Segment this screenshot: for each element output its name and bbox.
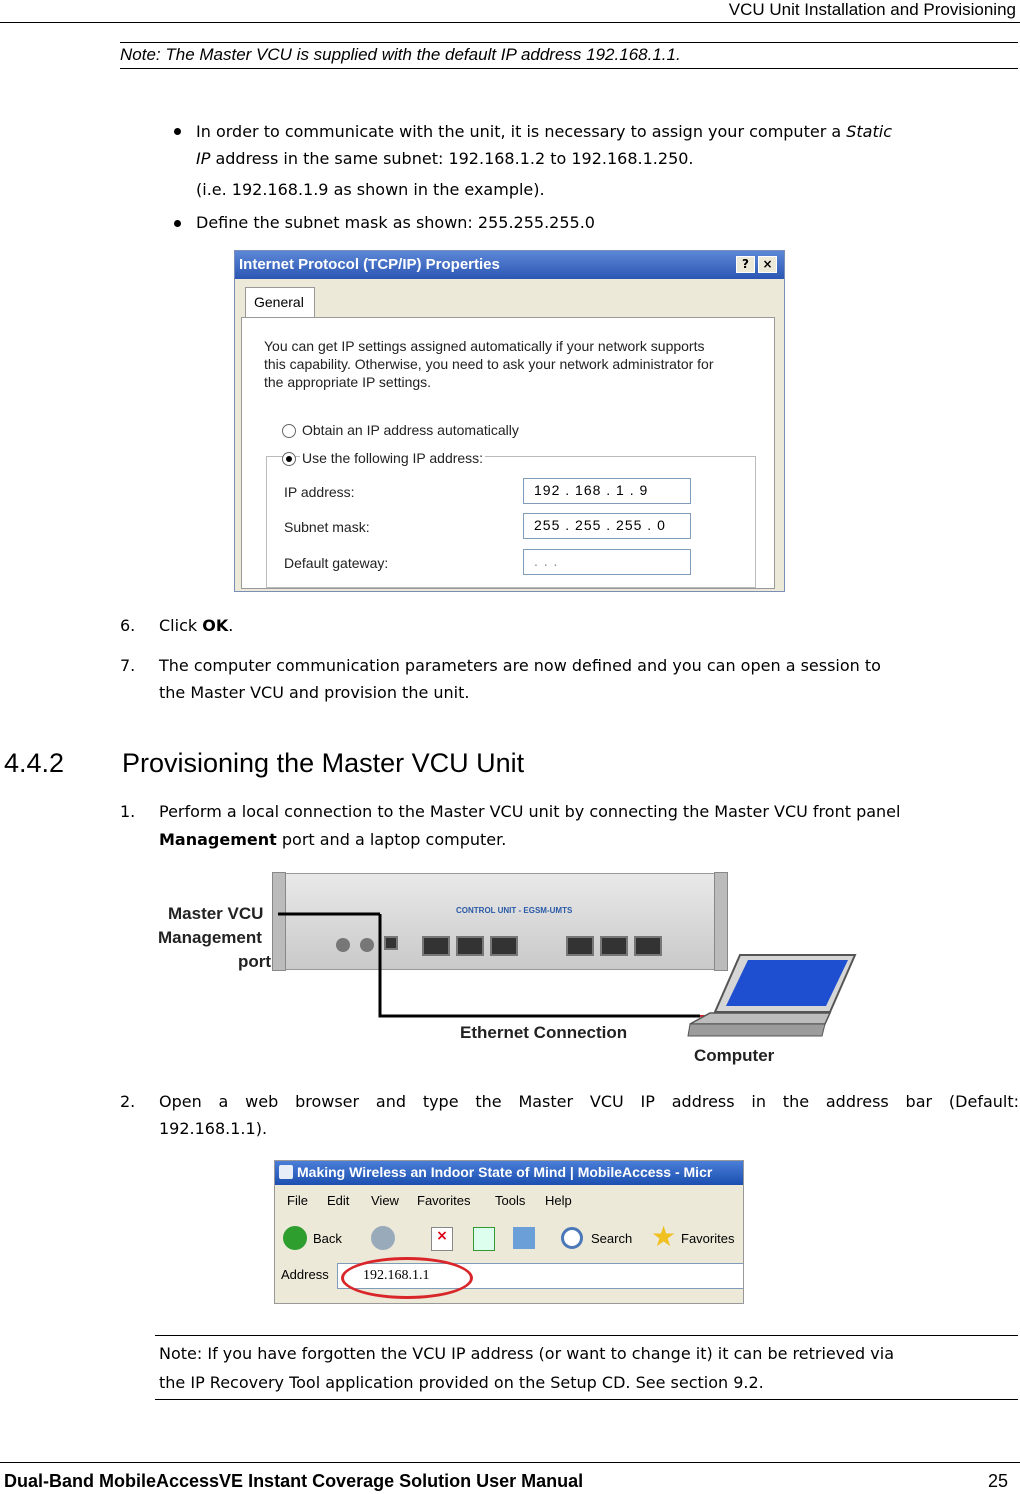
highlight-circle bbox=[341, 1257, 473, 1299]
intro-line-2: this capability. Otherwise, you need to ask your network administrator for bbox=[264, 356, 714, 372]
menu-tools[interactable]: Tools bbox=[495, 1193, 526, 1208]
radio-use-following-label: Use the following IP address: bbox=[302, 450, 484, 466]
step-1-number: 1. bbox=[120, 802, 136, 821]
step-7-line-1: The computer communication parameters are now defined and you can open a session to bbox=[159, 656, 881, 675]
ip-term: IP bbox=[196, 149, 211, 168]
browser-titlebar bbox=[275, 1161, 743, 1185]
bullet-text-2: address in the same subnet: 192.168.1.2 to 192.168.1.250. bbox=[210, 149, 694, 168]
bullet-static-ip bbox=[196, 118, 1018, 172]
subnet-mask-label: Subnet mask: bbox=[284, 519, 370, 535]
menu-edit[interactable]: Edit bbox=[327, 1193, 350, 1208]
footer-rule bbox=[0, 1462, 1020, 1463]
back-arrow-icon[interactable] bbox=[283, 1226, 307, 1250]
ie-icon bbox=[279, 1165, 293, 1179]
default-gateway-label: Default gateway: bbox=[284, 555, 389, 571]
step-6-text bbox=[159, 612, 233, 639]
step-2-number: 2. bbox=[120, 1092, 136, 1111]
ok-term: OK bbox=[202, 616, 229, 635]
ip-address-label: IP address: bbox=[284, 484, 355, 500]
section-title: Provisioning the Master VCU Unit bbox=[122, 748, 525, 778]
bullet-dot bbox=[174, 220, 181, 227]
menu-help[interactable]: Help bbox=[545, 1193, 572, 1208]
dialog-title: Internet Protocol (TCP/IP) Properties bbox=[239, 256, 500, 273]
intro-line-3: the appropriate IP settings. bbox=[264, 374, 432, 390]
radio-obtain-auto-label: Obtain an IP address automatically bbox=[302, 422, 519, 438]
menu-view[interactable]: View bbox=[371, 1193, 399, 1208]
general-panel bbox=[241, 317, 775, 589]
menu-favorites[interactable]: Favorites bbox=[417, 1193, 471, 1208]
stop-icon[interactable]: × bbox=[431, 1227, 453, 1251]
bullet-dot bbox=[174, 128, 181, 135]
management-term: Management bbox=[159, 830, 277, 849]
step-1-line-2 bbox=[159, 826, 506, 853]
home-icon[interactable] bbox=[513, 1227, 535, 1249]
header-rule bbox=[0, 22, 1020, 23]
menu-file[interactable]: File bbox=[287, 1193, 308, 1208]
note-line-2: the IP Recovery Tool application provided on the Setup CD. See section 9.2. bbox=[159, 1373, 764, 1392]
subnet-mask-input[interactable]: 255 . 255 . 255 . 0 bbox=[523, 513, 691, 539]
radio-use-following[interactable] bbox=[282, 452, 296, 466]
static-term: Static bbox=[846, 122, 892, 141]
step-7-line-2: the Master VCU and provision the unit. bbox=[159, 683, 470, 702]
bullet-text: In order to communicate with the unit, it is necessary to assign your computer a bbox=[196, 122, 847, 141]
tab-general[interactable]: General bbox=[245, 287, 315, 317]
step-6-number: 6. bbox=[120, 616, 136, 635]
address-label: Address bbox=[281, 1267, 329, 1282]
unit-name: CONTROL UNIT - EGSM-UMTS bbox=[456, 906, 573, 915]
radio-obtain-auto[interactable] bbox=[282, 424, 296, 438]
bullet-subnet-mask: Define the subnet mask as shown: 255.255.255.0 bbox=[196, 213, 595, 232]
section-heading bbox=[4, 748, 524, 779]
note-default-ip: Note: The Master VCU is supplied with the default IP address 192.168.1.1. bbox=[120, 42, 1018, 69]
mgmt-label-line-1: Master VCU bbox=[168, 904, 264, 923]
dialog-titlebar bbox=[235, 251, 784, 279]
page-number: 25 bbox=[987, 1471, 1008, 1491]
default-gateway-input[interactable]: . . . bbox=[523, 549, 691, 575]
ethernet-connection-label: Ethernet Connection bbox=[460, 1023, 628, 1042]
step-2-line-2: 192.168.1.1). bbox=[159, 1119, 268, 1138]
step-1-line-1: Perform a local connection to the Master VCU unit by connecting the Master VCU front panel bbox=[159, 802, 901, 821]
browser-window bbox=[274, 1160, 744, 1304]
step-6-post: . bbox=[228, 616, 234, 635]
intro-line-1: You can get IP settings assigned automatically if your network supports bbox=[264, 338, 705, 354]
page-header-title: VCU Unit Installation and Provisioning bbox=[728, 0, 1016, 19]
address-value: 192.168.1.1 bbox=[363, 1268, 430, 1283]
tcpip-properties-dialog bbox=[234, 250, 785, 592]
favorites-button-label[interactable]: Favorites bbox=[681, 1231, 735, 1246]
mgmt-label-line-3: port bbox=[238, 952, 272, 971]
help-button[interactable]: ? bbox=[736, 256, 755, 273]
search-icon[interactable] bbox=[561, 1227, 583, 1249]
search-button-label[interactable]: Search bbox=[591, 1231, 633, 1246]
step-6-pre: Click bbox=[159, 616, 203, 635]
ip-address-input[interactable]: 192 . 168 . 1 . 9 bbox=[523, 478, 691, 504]
computer-label: Computer bbox=[694, 1046, 775, 1065]
back-button-label[interactable]: Back bbox=[313, 1231, 342, 1246]
close-button[interactable]: × bbox=[758, 256, 777, 273]
footer-title: Dual-Band MobileAccessVE Instant Coverage Solution User Manual bbox=[4, 1471, 584, 1491]
mgmt-label-line-2: Management bbox=[158, 928, 262, 947]
note-ip-recovery bbox=[155, 1335, 1018, 1400]
browser-title: Making Wireless an Indoor State of Mind | MobileAccess - Micr bbox=[297, 1164, 713, 1180]
favorites-star-icon[interactable]: ★ bbox=[651, 1220, 677, 1253]
refresh-icon[interactable] bbox=[473, 1227, 495, 1251]
bullet-example: (i.e. 192.168.1.9 as shown in the example). bbox=[196, 180, 545, 199]
note-line-1: Note: If you have forgotten the VCU IP address (or want to change it) it can be retrieved via bbox=[159, 1344, 895, 1363]
step-7-number: 7. bbox=[120, 656, 136, 675]
step-2-line-1: Open a web browser and type the Master VCU IP address in the address bar (Default: bbox=[159, 1092, 1019, 1111]
forward-arrow-icon[interactable] bbox=[371, 1226, 395, 1250]
step-1-line-2-rest: port and a laptop computer. bbox=[276, 830, 507, 849]
section-number: 4.4.2 bbox=[4, 748, 65, 778]
